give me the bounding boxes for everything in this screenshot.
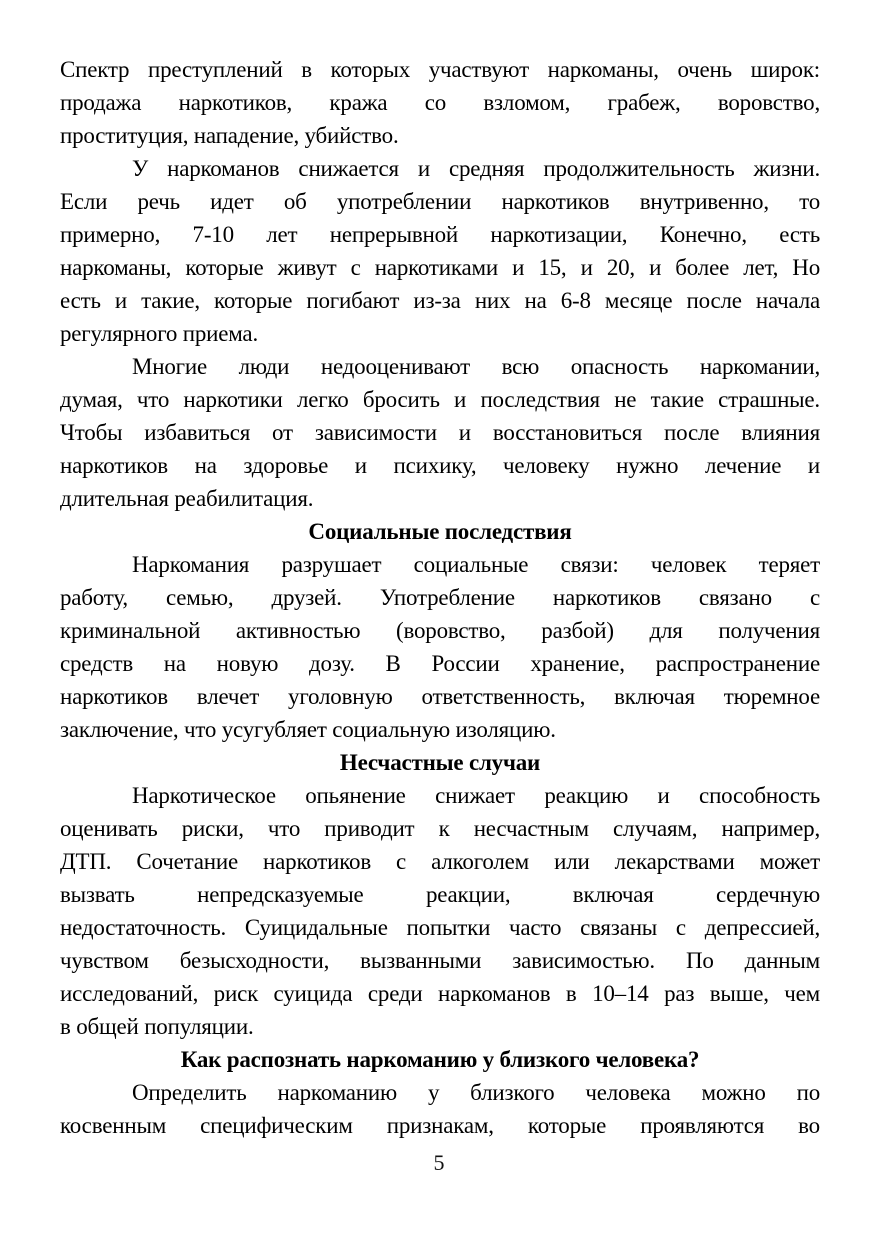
paragraph-line: Определить наркоманию у близкого человека можно по (132, 1080, 820, 1105)
paragraph-line: примерно, 7-10 лет непрерывной наркотизации, Конечно, есть (60, 222, 820, 247)
paragraph-line: проституция, нападение, убийство. (60, 123, 399, 148)
section-heading: Социальные последствия (308, 519, 572, 544)
paragraph-line: наркотиков влечет уголовную ответственность, включая тюремное (60, 684, 820, 709)
paragraph-line: Наркомания разрушает социальные связи: человек теряет (132, 552, 820, 577)
paragraph-line: исследований, риск суицида среди наркоманов в 10–14 раз выше, чем (60, 981, 820, 1006)
document-body (60, 53, 820, 1142)
paragraph-line: думая, что наркотики легко бросить и последствия не такие страшные. (60, 387, 820, 412)
paragraph-line: У наркоманов снижается и средняя продолжительность жизни. (132, 156, 820, 181)
paragraph-line: в общей популяции. (60, 1014, 254, 1039)
paragraph-line: Если речь идет об употреблении наркотиков внутривенно, то (60, 189, 820, 214)
paragraph-line: заключение, что усугубляет социальную изоляцию. (60, 717, 556, 742)
paragraph-line: чувством безысходности, вызванными зависимостью. По данным (60, 948, 820, 973)
paragraph-line: работу, семью, друзей. Употребление наркотиков связано с (60, 585, 820, 610)
paragraph-line: оценивать риски, что приводит к несчастным случаям, например, (60, 816, 820, 841)
paragraph-line: ДТП. Сочетание наркотиков с алкоголем или лекарствами может (60, 849, 820, 874)
paragraph-line: Спектр преступлений в которых участвуют наркоманы, очень широк: (60, 57, 820, 82)
paragraph-line: наркотиков на здоровье и психику, человеку нужно лечение и (60, 453, 820, 478)
paragraph-line: есть и такие, которые погибают из-за них на 6-8 месяце после начала (60, 288, 820, 313)
section-heading: Несчастные случаи (339, 750, 541, 775)
paragraph-line: продажа наркотиков, кража со взломом, грабеж, воровство, (60, 90, 820, 115)
paragraph-line: средств на новую дозу. В России хранение, распространение (60, 651, 820, 676)
section-heading: Как распознать наркоманию у близкого человека? (180, 1047, 700, 1072)
paragraph-line: косвенным специфическим признакам, которые проявляются во (60, 1113, 820, 1138)
paragraph-line: вызвать непредсказуемые реакции, включая сердечную (60, 882, 820, 907)
paragraph-line: регулярного приема. (60, 321, 258, 346)
paragraph-line: Многие люди недооценивают всю опасность наркомании, (132, 354, 820, 379)
paragraph-line: криминальной активностью (воровство, разбой) для получения (60, 618, 820, 643)
paragraph-line: недостаточность. Суицидальные попытки часто связаны с депрессией, (60, 915, 820, 940)
page-number: 5 (433, 1150, 445, 1175)
paragraph-line: наркоманы, которые живут с наркотиками и 15, и 20, и более лет, Но (60, 255, 820, 280)
paragraph-line: Наркотическое опьянение снижает реакцию и способность (132, 783, 820, 808)
paragraph-line: длительная реабилитация. (60, 486, 314, 511)
paragraph-line: Чтобы избавиться от зависимости и восстановиться после влияния (60, 420, 820, 445)
